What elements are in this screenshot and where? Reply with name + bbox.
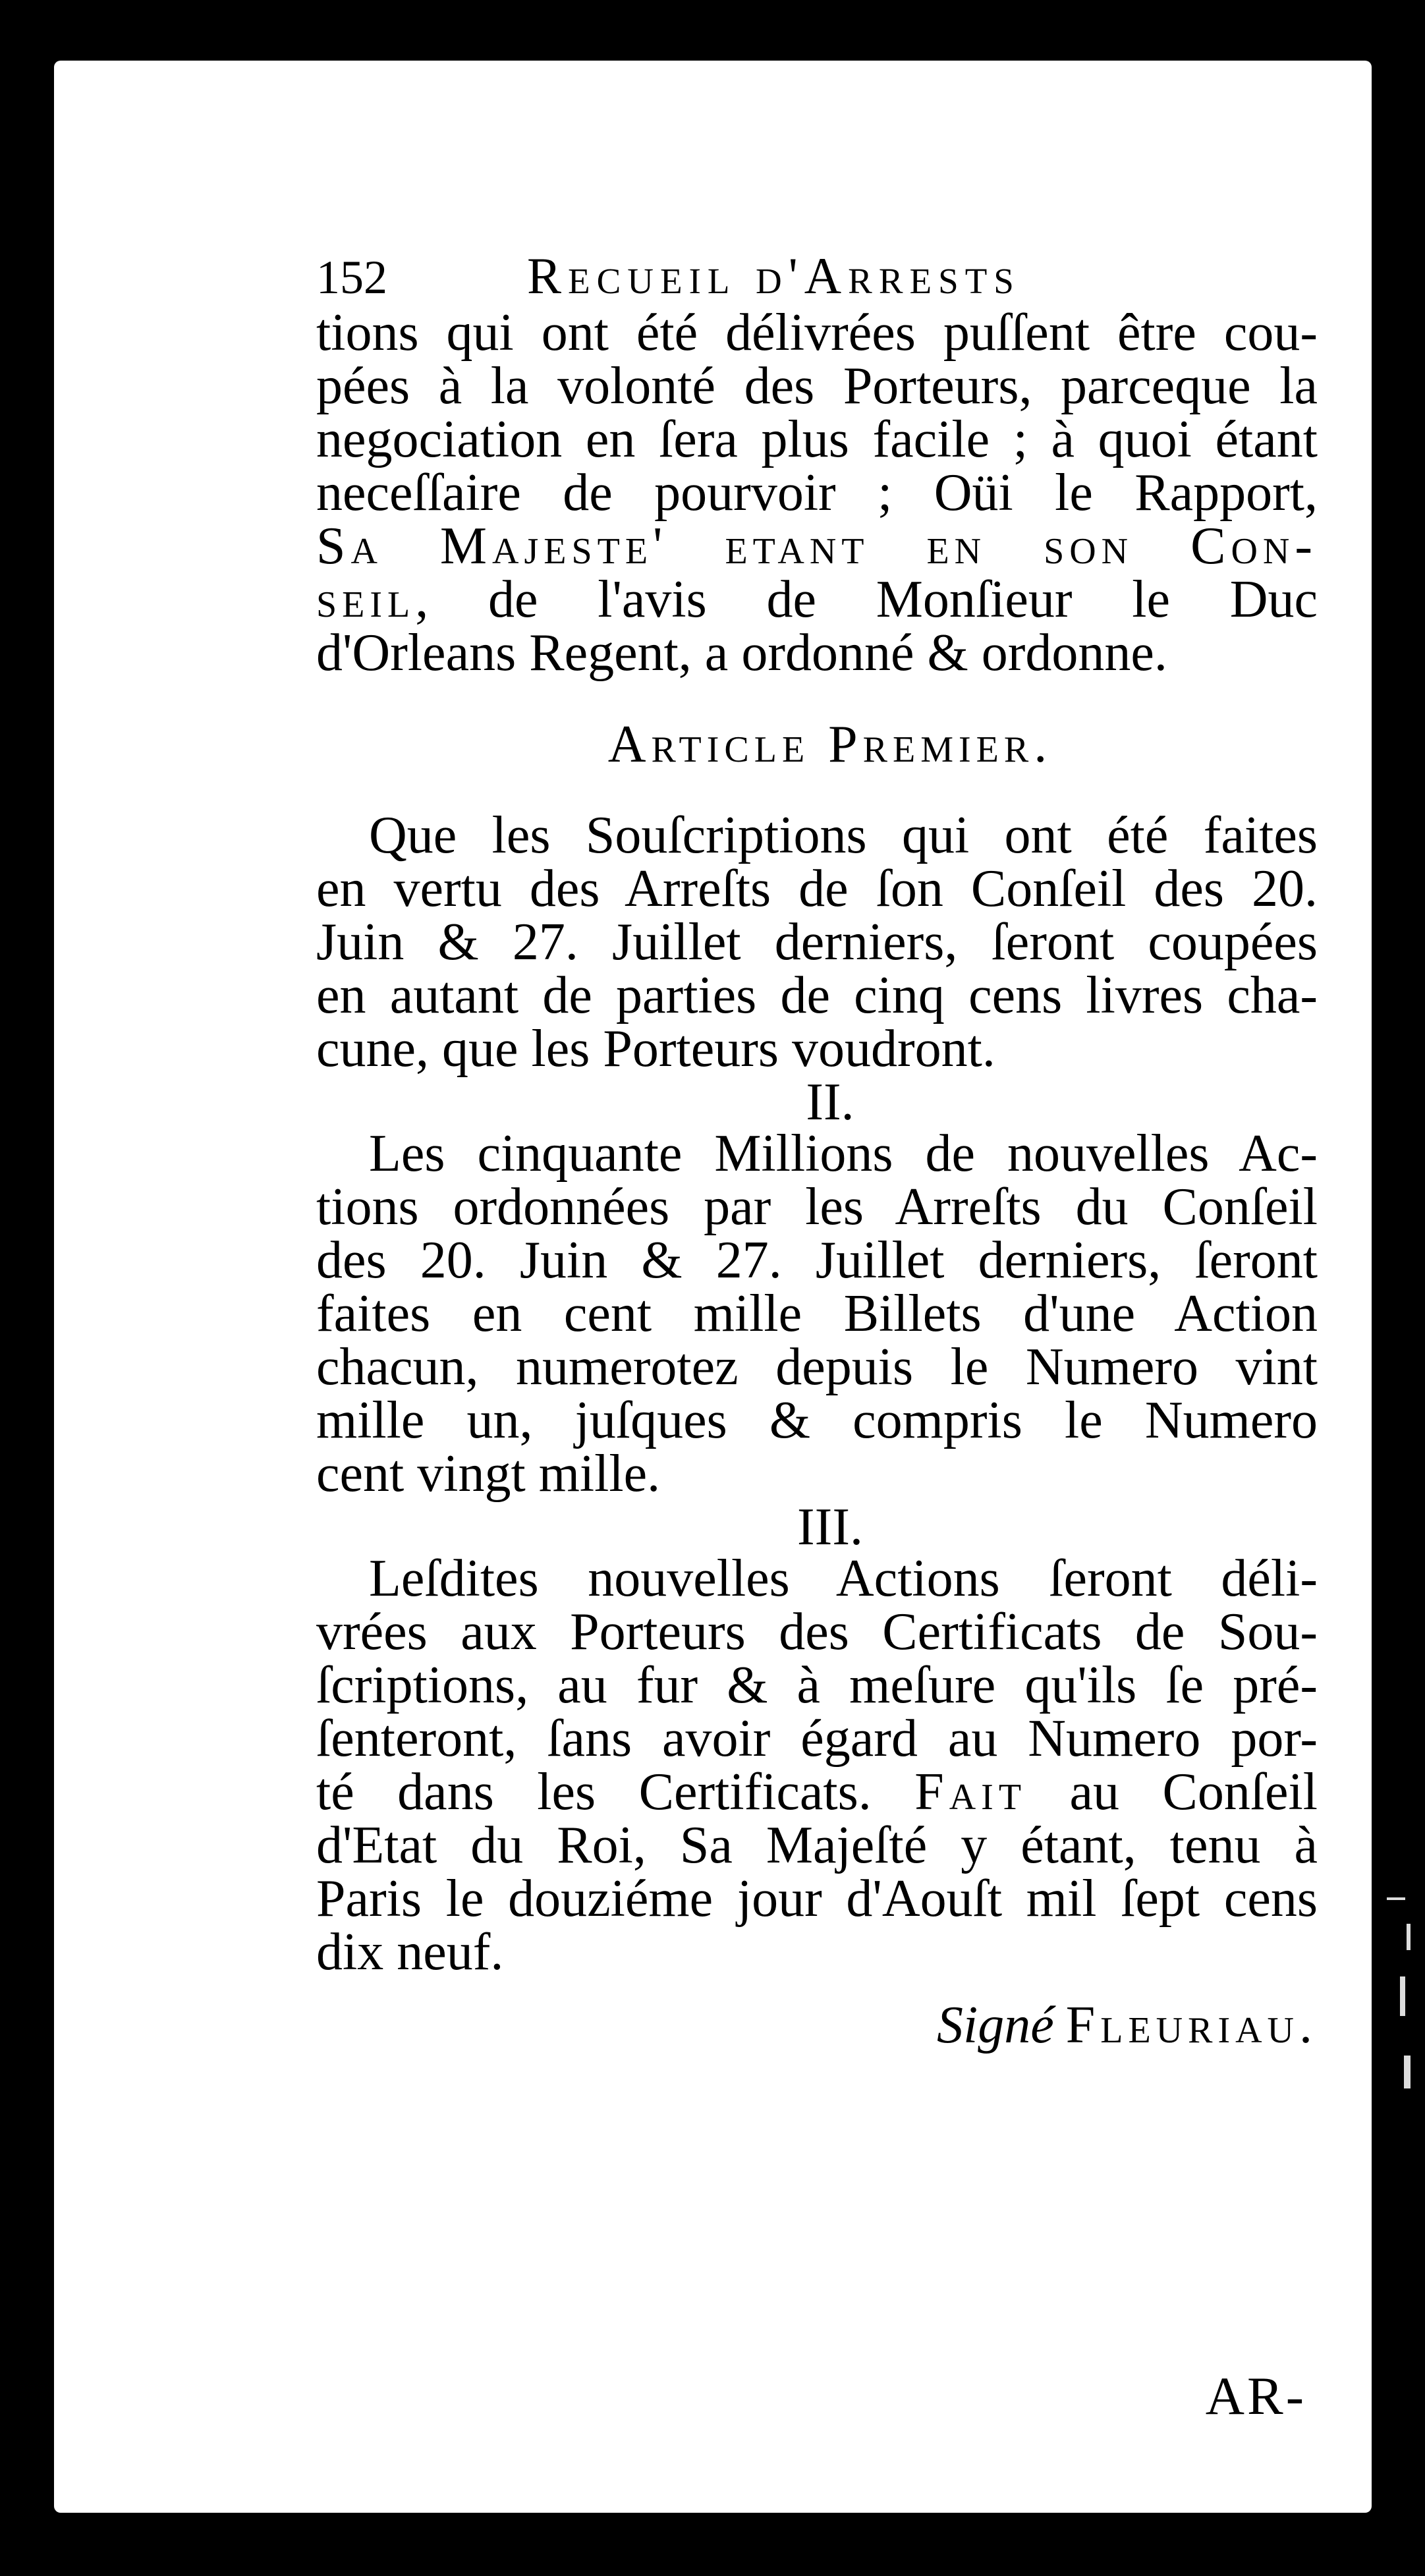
- text-line: [316, 571, 1318, 629]
- article-heading: Article Premier.: [607, 715, 1053, 773]
- text-line: Leſdites nouvelles Actions ſeront déli-: [369, 1550, 1318, 1608]
- text-line: faites en cent mille Billets d'une Action: [316, 1285, 1318, 1343]
- text-line: cent vingt mille.: [316, 1445, 661, 1503]
- page-text: [316, 247, 1318, 2059]
- text-line: des 20. Juin & 27. Juillet derniers, ſeront: [316, 1231, 1318, 1289]
- text-line: dix neuf.: [316, 1923, 504, 1981]
- text-fragment: au Conſeil: [1069, 1763, 1318, 1821]
- text-line: negociation en ſera plus facile ; à quoi étant: [316, 410, 1318, 468]
- page-number: 152: [316, 251, 387, 304]
- text-line: Que les Souſcriptions qui ont été faites: [369, 806, 1318, 864]
- text-line: en autant de parties de cinq cens livres cha-: [316, 966, 1318, 1024]
- text-line: pées à la volonté des Porteurs, parceque la: [316, 357, 1318, 415]
- text-line: vrées aux Porteurs des Certificats de Sou-: [316, 1603, 1318, 1661]
- text-line: Sa Majeste' etant en son Con-: [316, 517, 1318, 575]
- text-line: en vertu des Arreſts de ſon Conſeil des 20.: [316, 860, 1318, 918]
- text-line: tions qui ont été délivrées puſſent être cou-: [316, 304, 1318, 362]
- running-header: [316, 247, 1318, 307]
- article-1-paragraph: [316, 806, 1318, 1078]
- preamble-paragraph: [316, 304, 1318, 682]
- text-line: Juin & 27. Juillet derniers, ſeront coupées: [316, 913, 1318, 971]
- article-2-paragraph: [316, 1125, 1318, 1503]
- text-line: [316, 1763, 1318, 1821]
- small-caps-word: seil: [316, 571, 416, 629]
- article-numeral: II.: [806, 1073, 854, 1131]
- text-line: ſenteront, ſans avoir égard au Numero por-: [316, 1710, 1318, 1768]
- text-line: mille un, juſques & compris le Numero: [316, 1391, 1318, 1449]
- text-line: chacun, numerotez depuis le Numero vint: [316, 1338, 1318, 1396]
- adjacent-page-edge: [1380, 1884, 1420, 2148]
- text-line: Paris le douziéme jour d'Aouſt mil ſept cens: [316, 1870, 1318, 1928]
- signe-word: Signé: [937, 1996, 1054, 2054]
- text-line: tions ordonnées par les Arreſts du Conſeil: [316, 1178, 1318, 1236]
- text-line: cune, que les Porteurs voudront.: [316, 1020, 995, 1078]
- text-line: ſcriptions, au fur & à meſure qu'ils ſe pré-: [316, 1656, 1318, 1714]
- article-3-paragraph: [316, 1550, 1318, 1981]
- text-line: neceſſaire de pourvoir ; Oüi le Rapport,: [316, 464, 1318, 522]
- running-title: Recueil d'Arrests: [527, 247, 1020, 304]
- small-caps-word: Fait: [914, 1763, 1027, 1821]
- catchword: AR-: [1205, 2366, 1306, 2426]
- text-line: d'Etat du Roi, Sa Majeſté y étant, tenu à: [316, 1816, 1318, 1874]
- article-numeral: III.: [797, 1498, 863, 1556]
- text-line: Les cinquante Millions de nouvelles Ac-: [369, 1125, 1318, 1183]
- text-line: d'Orleans Regent, a ordonné & ordonne.: [316, 624, 1167, 682]
- text-fragment: té dans les Certificats.: [316, 1763, 872, 1821]
- text-fragment: , de l'avis de Monſieur le Duc: [415, 571, 1318, 629]
- signatory-name: Fleuriau.: [1065, 1996, 1318, 2054]
- signature-line: [316, 1996, 1318, 2059]
